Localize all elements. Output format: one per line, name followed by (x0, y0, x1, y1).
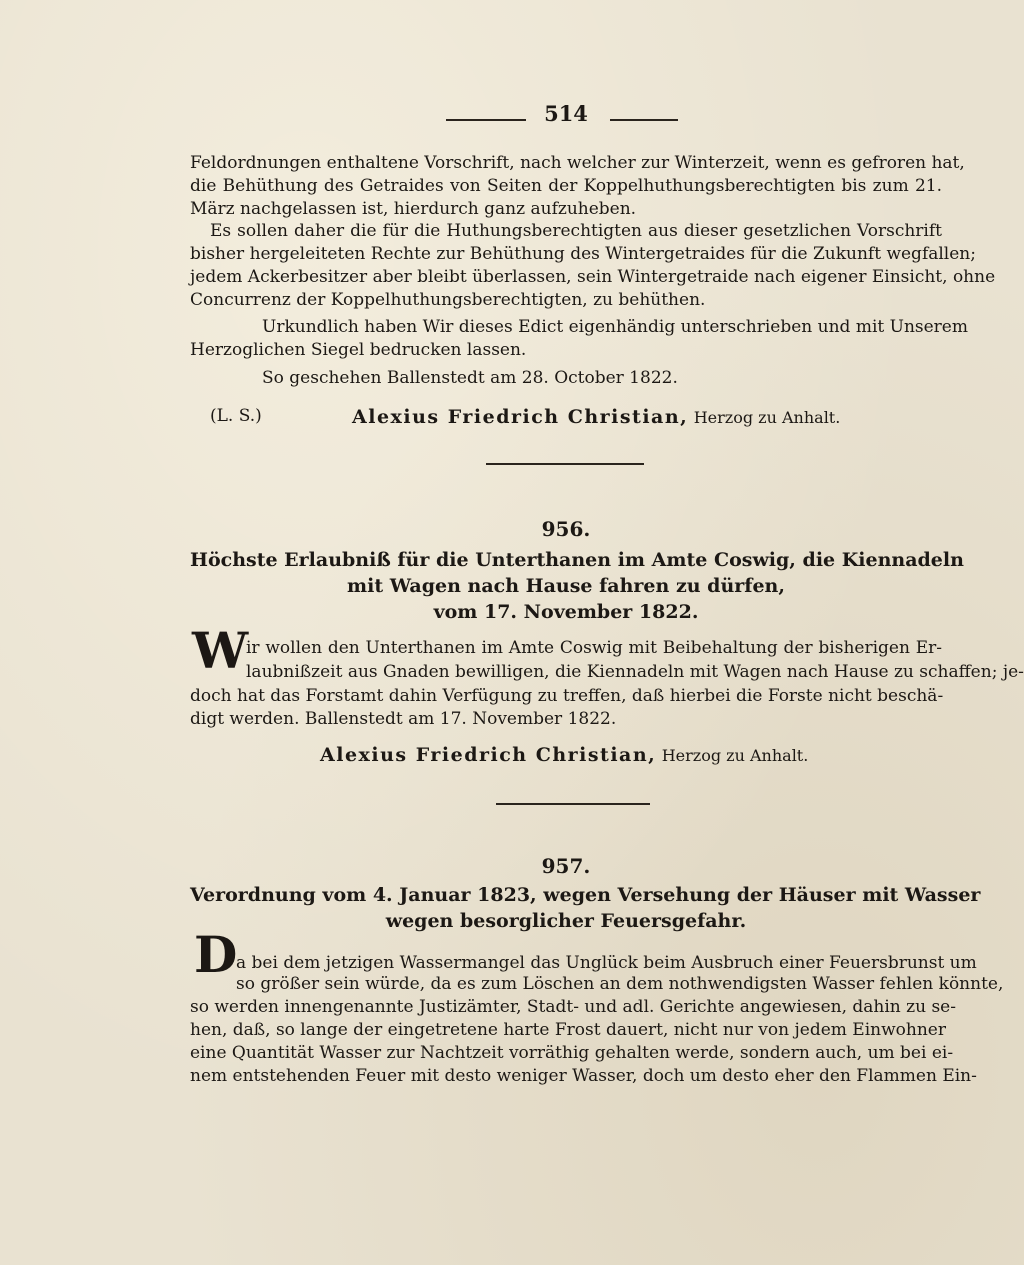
signature-name: Alexius Friedrich Christian, (320, 744, 657, 766)
page-number: 514 (544, 101, 588, 126)
section-number: 956. (541, 517, 591, 541)
paragraph-line: laubnißzeit aus Gnaden bewilligen, die Kiennadeln mit Wagen nach Hause zu schaffen; je- (246, 662, 1024, 682)
paragraph-line: a bei dem jetzigen Wassermangel das Unglück beim Ausbruch einer Feuersbrunst um (236, 953, 977, 973)
paragraph-line: Es sollen daher die für die Huthungsberechtigten aus dieser gesetzlichen Vorschrift (210, 221, 942, 241)
signature-title: Herzog zu Anhalt. (661, 746, 809, 765)
signature-name: Alexius Friedrich Christian, (352, 406, 689, 428)
paragraph-line: ir wollen den Unterthanen im Amte Coswig mit Beibehaltung der bisherigen Er- (246, 638, 942, 658)
paragraph-line: eine Quantität Wasser zur Nachtzeit vorräthig gehalten werde, sondern auch, um bei ei- (190, 1043, 954, 1063)
section-title-line: wegen besorglicher Feuersgefahr. (385, 910, 747, 932)
signature-line (320, 742, 942, 768)
paragraph-line: März nachgelassen ist, hierdurch ganz aufzuheben. (190, 199, 637, 219)
paragraph-line: hen, daß, so lange der eingetretene harte Frost dauert, nicht nur von jedem Einwohner (190, 1020, 946, 1040)
signature-title: Herzog zu Anhalt. (693, 408, 841, 427)
section-divider (496, 803, 650, 805)
paragraph-line: so werden innengenannte Justizämter, Stadt- und adl. Gerichte angewiesen, dahin zu se- (190, 997, 956, 1017)
paragraph-line: Urkundlich haben Wir dieses Edict eigenhändig unterschrieben und mit Unserem (262, 317, 968, 337)
section-number: 957. (541, 854, 591, 878)
paragraph-line: nem entstehenden Feuer mit desto weniger Wasser, doch um desto eher den Flammen Ein- (190, 1066, 977, 1086)
paragraph-line: doch hat das Forstamt dahin Verfügung zu treffen, daß hierbei die Forste nicht beschä- (190, 686, 944, 706)
section-title-line: mit Wagen nach Hause fahren zu dürfen, (347, 575, 785, 597)
header-rule-right (610, 119, 678, 121)
drop-cap: W (192, 621, 249, 680)
section-title-line: vom 17. November 1822. (433, 601, 699, 623)
paragraph-line: digt werden. Ballenstedt am 17. November 1822. (190, 709, 617, 729)
paragraph-line: so größer sein würde, da es zum Löschen an dem nothwendigsten Wasser fehlen könnte, (236, 974, 1004, 994)
seal-mark: (L. S.) (210, 406, 262, 426)
paragraph-line: jedem Ackerbesitzer aber bleibt überlassen, sein Wintergetraide nach eigener Einsicht, ohne (190, 267, 996, 287)
paragraph-line: Feldordnungen enthaltene Vorschrift, nach welcher zur Winterzeit, wenn es gefroren hat, (190, 153, 965, 173)
paragraph-line: die Behüthung des Getraides von Seiten der Koppelhuthungsberechtigten bis zum 21. (190, 176, 942, 196)
drop-cap: D (194, 925, 238, 984)
section-divider (486, 463, 644, 465)
paragraph-line: So geschehen Ballenstedt am 28. October 1822. (262, 368, 678, 388)
paragraph-line: Concurrenz der Koppelhuthungsberechtigten, zu behüthen. (190, 290, 706, 310)
section-title-line: Höchste Erlaubniß für die Unterthanen im Amte Coswig, die Kiennadeln (190, 549, 964, 571)
signature-line (352, 404, 942, 430)
paragraph-line: Herzoglichen Siegel bedrucken lassen. (190, 340, 527, 360)
section-title-line: Verordnung vom 4. Januar 1823, wegen Versehung der Häuser mit Wasser (190, 884, 981, 906)
paragraph-line: bisher hergeleiteten Rechte zur Behüthung des Wintergetraides für die Zukunft wegfallen; (190, 244, 976, 264)
